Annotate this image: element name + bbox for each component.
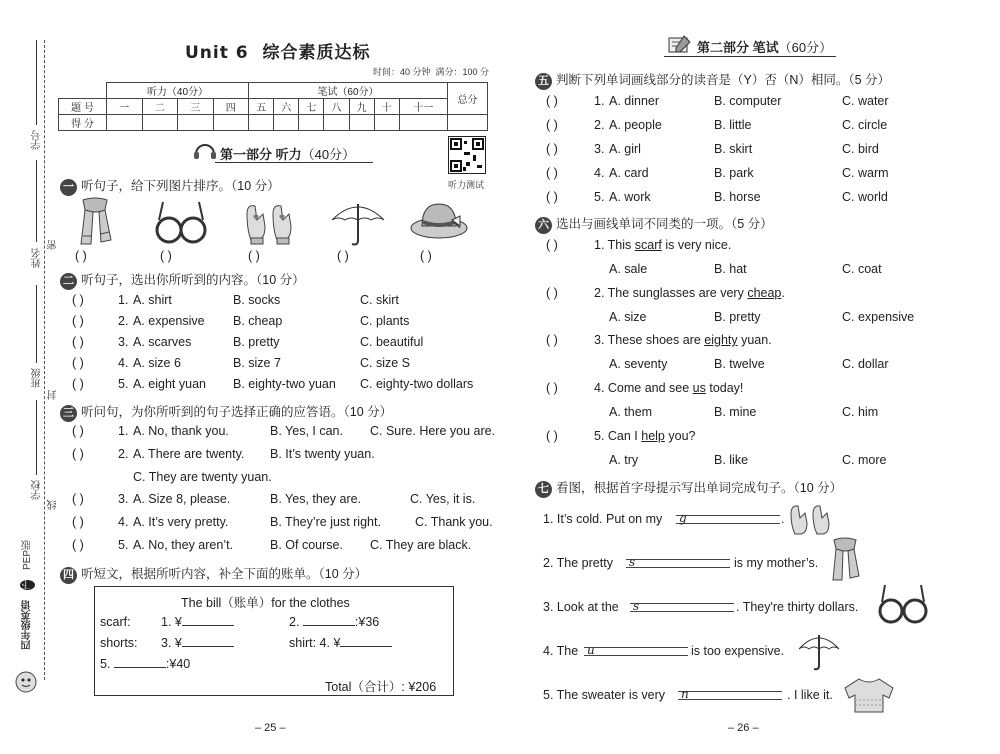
- score-cell[interactable]: [107, 115, 143, 131]
- question-number: 2.: [594, 118, 605, 132]
- bill-blank-2[interactable]: [303, 625, 355, 626]
- full-score-info: 满分：100 分: [435, 67, 490, 77]
- col-3: 三: [178, 99, 214, 115]
- section-7-badge: 七: [535, 481, 552, 498]
- sentence-start: 4. Come and see: [594, 381, 693, 395]
- page-number-left: – 25 –: [255, 722, 286, 734]
- exam-info: [373, 65, 489, 78]
- fill-sentence-end: is too expensive.: [691, 644, 785, 658]
- option-c: C. water: [842, 94, 889, 108]
- option-a: A. scarves: [133, 335, 192, 349]
- score-cell[interactable]: [299, 115, 324, 131]
- section-4-instruction: 听短文，根据所听内容，补全下面的账单。（10 分）: [81, 567, 368, 581]
- part2-title: 第二部分 笔试: [697, 40, 779, 55]
- score-cell[interactable]: [213, 115, 249, 131]
- option-c: C. plants: [360, 314, 410, 328]
- answer-bracket[interactable]: ( ): [546, 118, 558, 132]
- sentence-start: 5. Can I: [594, 429, 642, 443]
- option-a: A. girl: [609, 142, 641, 156]
- option-c: C. beautiful: [360, 335, 424, 349]
- score-cell[interactable]: [324, 115, 349, 131]
- question-sentence: [594, 333, 772, 347]
- volume-label: 下: [22, 580, 33, 590]
- option-b: B. pretty: [233, 335, 280, 349]
- sentence-end: .: [781, 286, 785, 300]
- scarf-icon: [828, 536, 862, 584]
- answer-bracket[interactable]: ( ): [72, 377, 84, 391]
- section-6-header: [535, 214, 773, 234]
- initial-letter-hint: g: [679, 511, 687, 525]
- part2-header: [697, 37, 832, 56]
- bill-item-1: [161, 615, 234, 629]
- question-number: 1.: [118, 424, 129, 438]
- row-label-number: 题 号: [59, 99, 107, 115]
- seal-word-1: 密: [48, 240, 59, 250]
- option-a: A. people: [609, 118, 662, 132]
- qr-caption: 听力测试: [448, 180, 485, 190]
- underlined-word: scarf: [634, 238, 662, 252]
- section-6-instruction: 选出与画线单词不同类的一项。（5 分）: [556, 217, 773, 231]
- option-c: C. him: [842, 405, 879, 419]
- bill-blank-1[interactable]: [182, 625, 234, 626]
- option-b: B. park: [714, 166, 754, 180]
- bill-blank-4[interactable]: [340, 646, 392, 647]
- question-number: 3.: [118, 492, 129, 506]
- option-b: B. computer: [714, 94, 782, 108]
- col-11: 十一: [399, 99, 447, 115]
- pic3-bracket[interactable]: ( ): [248, 249, 260, 263]
- score-cell[interactable]: [399, 115, 447, 131]
- option-c: C. Sure. Here you are.: [370, 424, 496, 438]
- part2-underline: [664, 56, 836, 57]
- answer-bracket[interactable]: ( ): [546, 333, 558, 347]
- section-4-header: [60, 564, 367, 584]
- answer-blank[interactable]: [630, 603, 734, 612]
- option-c: C. more: [842, 453, 887, 467]
- option-c: C. bird: [842, 142, 879, 156]
- option-a: A. size 6: [133, 356, 181, 370]
- sentence-end: you?: [664, 429, 696, 443]
- col-5: 五: [249, 99, 274, 115]
- section-7-instruction: 看图，根据首字母提示写出单词完成句子。（10 分）: [556, 481, 843, 495]
- col-7: 七: [299, 99, 324, 115]
- fill-sentence-start: 3. Look at the: [543, 600, 619, 614]
- section-2-instruction: 听句子，选出你所听到的内容。（10 分）: [81, 273, 305, 287]
- answer-blank[interactable]: [678, 691, 782, 700]
- option-c: C. eighty-two dollars: [360, 377, 474, 391]
- sentence-end: is very nice.: [661, 238, 732, 252]
- sentence-start: 1. This: [594, 238, 635, 252]
- section-1-instruction: 听句子，给下列图片排序。（10 分）: [81, 179, 280, 193]
- umbrella-icon: [328, 200, 388, 248]
- listening-header: 听力（40分）: [107, 83, 249, 99]
- answer-bracket[interactable]: ( ): [546, 94, 558, 108]
- section-2-badge: 二: [60, 273, 77, 290]
- answer-bracket[interactable]: ( ): [546, 166, 558, 180]
- answer-bracket[interactable]: ( ): [546, 429, 558, 443]
- bill-item-2-value: :¥36: [354, 615, 380, 629]
- binding-margin: [0, 0, 59, 754]
- unit-number: Unit 6: [185, 43, 249, 63]
- bill-item-5-value: :¥40: [165, 657, 191, 671]
- col-4: 四: [213, 99, 249, 115]
- question-number: 4.: [118, 356, 129, 370]
- name-label: 姓名: [32, 248, 43, 268]
- option-b: B. It’s twenty yuan.: [270, 447, 375, 461]
- question-number: 5.: [118, 377, 129, 391]
- fill-sentence-start: 2. The pretty: [543, 556, 613, 570]
- bill-item-4: [289, 636, 392, 650]
- score-cell[interactable]: [178, 115, 214, 131]
- umbrella-icon: [796, 632, 842, 672]
- question-sentence: [594, 286, 785, 300]
- option-c: C. coat: [842, 262, 882, 276]
- col-10: 十: [374, 99, 399, 115]
- option-a: A. them: [609, 405, 653, 419]
- option-c: C. circle: [842, 118, 888, 132]
- option-b: B. cheap: [233, 314, 283, 328]
- bill-item-1-label: 1. ¥: [161, 615, 182, 629]
- answer-bracket[interactable]: ( ): [72, 293, 84, 307]
- initial-letter-hint: s: [629, 555, 636, 569]
- answer-bracket[interactable]: ( ): [546, 286, 558, 300]
- option-a: A. size: [609, 310, 647, 324]
- option-b: B. hat: [714, 262, 747, 276]
- option-c: C. size S: [360, 356, 411, 370]
- answer-bracket[interactable]: ( ): [72, 314, 84, 328]
- section-3-badge: 三: [60, 405, 77, 422]
- answer-bracket[interactable]: ( ): [72, 447, 84, 461]
- option-a: A. sale: [609, 262, 648, 276]
- answer-bracket[interactable]: ( ): [546, 190, 558, 204]
- option-a: A. shirt: [133, 293, 172, 307]
- score-cell[interactable]: [249, 115, 274, 131]
- option-b: B. eighty-two yuan: [233, 377, 336, 391]
- option-b: B. They’re just right.: [270, 515, 381, 529]
- answer-blank[interactable]: [584, 647, 688, 656]
- section-3-instruction: 听问句，为你所听到的句子选择正确的应答语。（10 分）: [81, 405, 393, 419]
- option-a: A. eight yuan: [133, 377, 206, 391]
- unit-title-cn: 综合素质达标: [262, 43, 371, 63]
- bill-item-3: [161, 636, 234, 650]
- grade-label: 四年级英语: [22, 600, 33, 650]
- unit-title: [185, 38, 370, 63]
- underlined-word: us: [692, 381, 706, 395]
- answer-bracket[interactable]: ( ): [72, 538, 84, 552]
- score-cell[interactable]: [349, 115, 374, 131]
- option-a: A. expensive: [133, 314, 205, 328]
- page-number-right: – 26 –: [728, 722, 759, 734]
- mascot-icon: [14, 670, 38, 694]
- question-number: 1.: [594, 94, 605, 108]
- bill-shorts-label: shorts:: [100, 636, 138, 650]
- pencil-icon: [666, 34, 692, 56]
- option-a: A. No, they aren’t.: [133, 538, 234, 552]
- col-8: 八: [324, 99, 349, 115]
- option-c: C. dollar: [842, 357, 889, 371]
- answer-bracket[interactable]: ( ): [72, 515, 84, 529]
- option-a: A. No, thank you.: [133, 424, 229, 438]
- col-1: 一: [107, 99, 143, 115]
- option-c: C. They are twenty yuan.: [133, 470, 272, 484]
- fill-sentence-start: 4. The: [543, 644, 579, 658]
- question-number: 2.: [118, 447, 129, 461]
- bill-total: Total（合计）: ¥206: [325, 680, 437, 694]
- section-2-header: [60, 270, 305, 290]
- sweater-icon: [843, 676, 895, 714]
- fill-sentence-start: 1. It’s cold. Put on my: [543, 512, 663, 526]
- part1-points: （40分）: [301, 147, 356, 162]
- option-b: B. like: [714, 453, 749, 467]
- fill-sentence-end: . I like it.: [787, 688, 833, 702]
- question-number: 5.: [594, 190, 605, 204]
- answer-blank[interactable]: [676, 515, 780, 524]
- option-c: C. Yes, it is.: [410, 492, 476, 506]
- option-b: B. horse: [714, 190, 761, 204]
- seal-word-3: 线: [48, 500, 59, 510]
- option-a: A. There are twenty.: [133, 447, 245, 461]
- answer-bracket[interactable]: ( ): [546, 238, 558, 252]
- option-b: B. little: [714, 118, 752, 132]
- question-sentence: [594, 381, 743, 395]
- fill-sentence-end: .: [781, 512, 785, 526]
- score-cell[interactable]: [274, 115, 299, 131]
- section-6-badge: 六: [535, 217, 552, 234]
- time-info: 时间：40 分钟: [373, 67, 431, 77]
- sunglasses-icon: [876, 582, 930, 626]
- question-number: 2.: [118, 314, 129, 328]
- underlined-word: help: [641, 429, 665, 443]
- written-header: 笔试（60分）: [249, 83, 448, 99]
- bill-item-2-label: 2.: [289, 615, 300, 629]
- question-number: 3.: [594, 142, 605, 156]
- gloves-icon: [243, 200, 295, 248]
- fill-sentence-end: is my mother’s.: [734, 556, 819, 570]
- sentence-start: 2. The sunglasses are very: [594, 286, 748, 300]
- headphones-icon: [193, 140, 217, 160]
- pic2-bracket[interactable]: ( ): [160, 249, 172, 263]
- section-3-header: [60, 402, 392, 422]
- pic5-bracket[interactable]: ( ): [420, 249, 432, 263]
- score-cell[interactable]: [448, 115, 488, 131]
- fill-sentence-start: 5. The sweater is very: [543, 688, 666, 702]
- option-b: B. Of course.: [270, 538, 343, 552]
- section-1-header: [60, 176, 280, 196]
- part1-underline: [215, 162, 373, 163]
- sentence-end: yuan.: [737, 333, 772, 347]
- sentence-start: 3. These shoes are: [594, 333, 705, 347]
- bill-blank-5[interactable]: [114, 667, 166, 668]
- part1-header: [220, 144, 355, 163]
- section-5-instruction: 判断下列单词画线部分的读音是（Y）否（N）相同。（5 分）: [556, 73, 891, 87]
- option-a: A. seventy: [609, 357, 668, 371]
- question-number: 5.: [118, 538, 129, 552]
- sentence-end: today!: [705, 381, 744, 395]
- bill-item-2: [289, 615, 379, 629]
- section-1-badge: 一: [60, 179, 77, 196]
- col-6: 六: [274, 99, 299, 115]
- option-a: A. Size 8, please.: [133, 492, 231, 506]
- hat-icon: [408, 198, 470, 242]
- answer-bracket[interactable]: ( ): [72, 335, 84, 349]
- fill-sentence-end: . They're thirty dollars.: [736, 600, 859, 614]
- underlined-word: cheap: [747, 286, 782, 300]
- bill-title: The bill（账单）for the clothes: [181, 596, 350, 610]
- option-c: C. world: [842, 190, 888, 204]
- sunglasses-icon: [153, 198, 209, 246]
- option-c: C. Thank you.: [415, 515, 493, 529]
- option-a: A. card: [609, 166, 649, 180]
- option-b: B. socks: [233, 293, 281, 307]
- answer-bracket[interactable]: ( ): [546, 381, 558, 395]
- class-line: [36, 285, 37, 363]
- bill-item-3-label: 3. ¥: [161, 636, 182, 650]
- score-cell[interactable]: [374, 115, 399, 131]
- underlined-word: eighty: [704, 333, 738, 347]
- edition-label: PEP版: [22, 540, 33, 571]
- option-b: B. pretty: [714, 310, 761, 324]
- section-7-header: [535, 478, 842, 498]
- school-label: 学校: [32, 480, 43, 500]
- option-a: A. It’s very pretty.: [133, 515, 229, 529]
- question-number: 4.: [118, 515, 129, 529]
- student-id-label: 学号: [32, 130, 43, 150]
- option-b: B. mine: [714, 405, 757, 419]
- seal-word-2: 封: [48, 390, 59, 400]
- row-label-score: 得 分: [59, 115, 107, 131]
- question-sentence: [594, 238, 731, 252]
- option-c: C. expensive: [842, 310, 915, 324]
- pic1-bracket[interactable]: ( ): [75, 249, 87, 263]
- scarf-icon: [75, 196, 115, 248]
- answer-bracket[interactable]: ( ): [546, 142, 558, 156]
- answer-bracket[interactable]: ( ): [72, 356, 84, 370]
- class-label: 班级: [32, 368, 43, 388]
- bill-item-5-label: 5.: [100, 657, 111, 671]
- bill-scarf-label: scarf:: [100, 615, 131, 629]
- answer-blank[interactable]: [626, 559, 730, 568]
- bill-box: [94, 586, 454, 696]
- school-line: [36, 400, 37, 475]
- section-4-badge: 四: [60, 567, 77, 584]
- option-b: B. Yes, they are.: [270, 492, 362, 506]
- initial-letter-hint: s: [633, 599, 640, 613]
- qr-code-icon: [449, 137, 485, 173]
- total-header: 总分: [448, 83, 488, 115]
- option-a: A. dinner: [609, 94, 660, 108]
- score-cell[interactable]: [142, 115, 178, 131]
- option-b: B. skirt: [714, 142, 753, 156]
- option-a: A. try: [609, 453, 639, 467]
- option-a: A. work: [609, 190, 651, 204]
- option-b: B. twelve: [714, 357, 765, 371]
- question-number: 4.: [594, 166, 605, 180]
- option-c: C. warm: [842, 166, 889, 180]
- bill-item-5: [100, 657, 190, 671]
- col-9: 九: [349, 99, 374, 115]
- col-2: 二: [142, 99, 178, 115]
- answer-bracket[interactable]: ( ): [72, 492, 84, 506]
- option-c: C. They are black.: [370, 538, 472, 552]
- initial-letter-hint: n: [681, 687, 689, 701]
- question-number: 3.: [118, 335, 129, 349]
- initial-letter-hint: u: [587, 643, 595, 657]
- part1-title: 第一部分 听力: [220, 147, 302, 162]
- qr-code[interactable]: [448, 136, 486, 174]
- pic4-bracket[interactable]: ( ): [337, 249, 349, 263]
- student-id-line: [36, 40, 37, 125]
- bill-blank-3[interactable]: [182, 646, 234, 647]
- name-line: [36, 160, 37, 242]
- section-5-badge: 五: [535, 73, 552, 90]
- section-5-header: [535, 70, 890, 90]
- answer-bracket[interactable]: ( ): [72, 424, 84, 438]
- part2-points: （60分）: [778, 40, 833, 55]
- gloves-icon: [788, 502, 834, 538]
- score-table: [58, 82, 488, 131]
- question-sentence: [594, 429, 695, 443]
- question-number: 1.: [118, 293, 129, 307]
- option-b: B. Yes, I can.: [270, 424, 343, 438]
- option-b: B. size 7: [233, 356, 281, 370]
- option-c: C. skirt: [360, 293, 399, 307]
- bill-item-4-label: shirt: 4. ¥: [289, 636, 341, 650]
